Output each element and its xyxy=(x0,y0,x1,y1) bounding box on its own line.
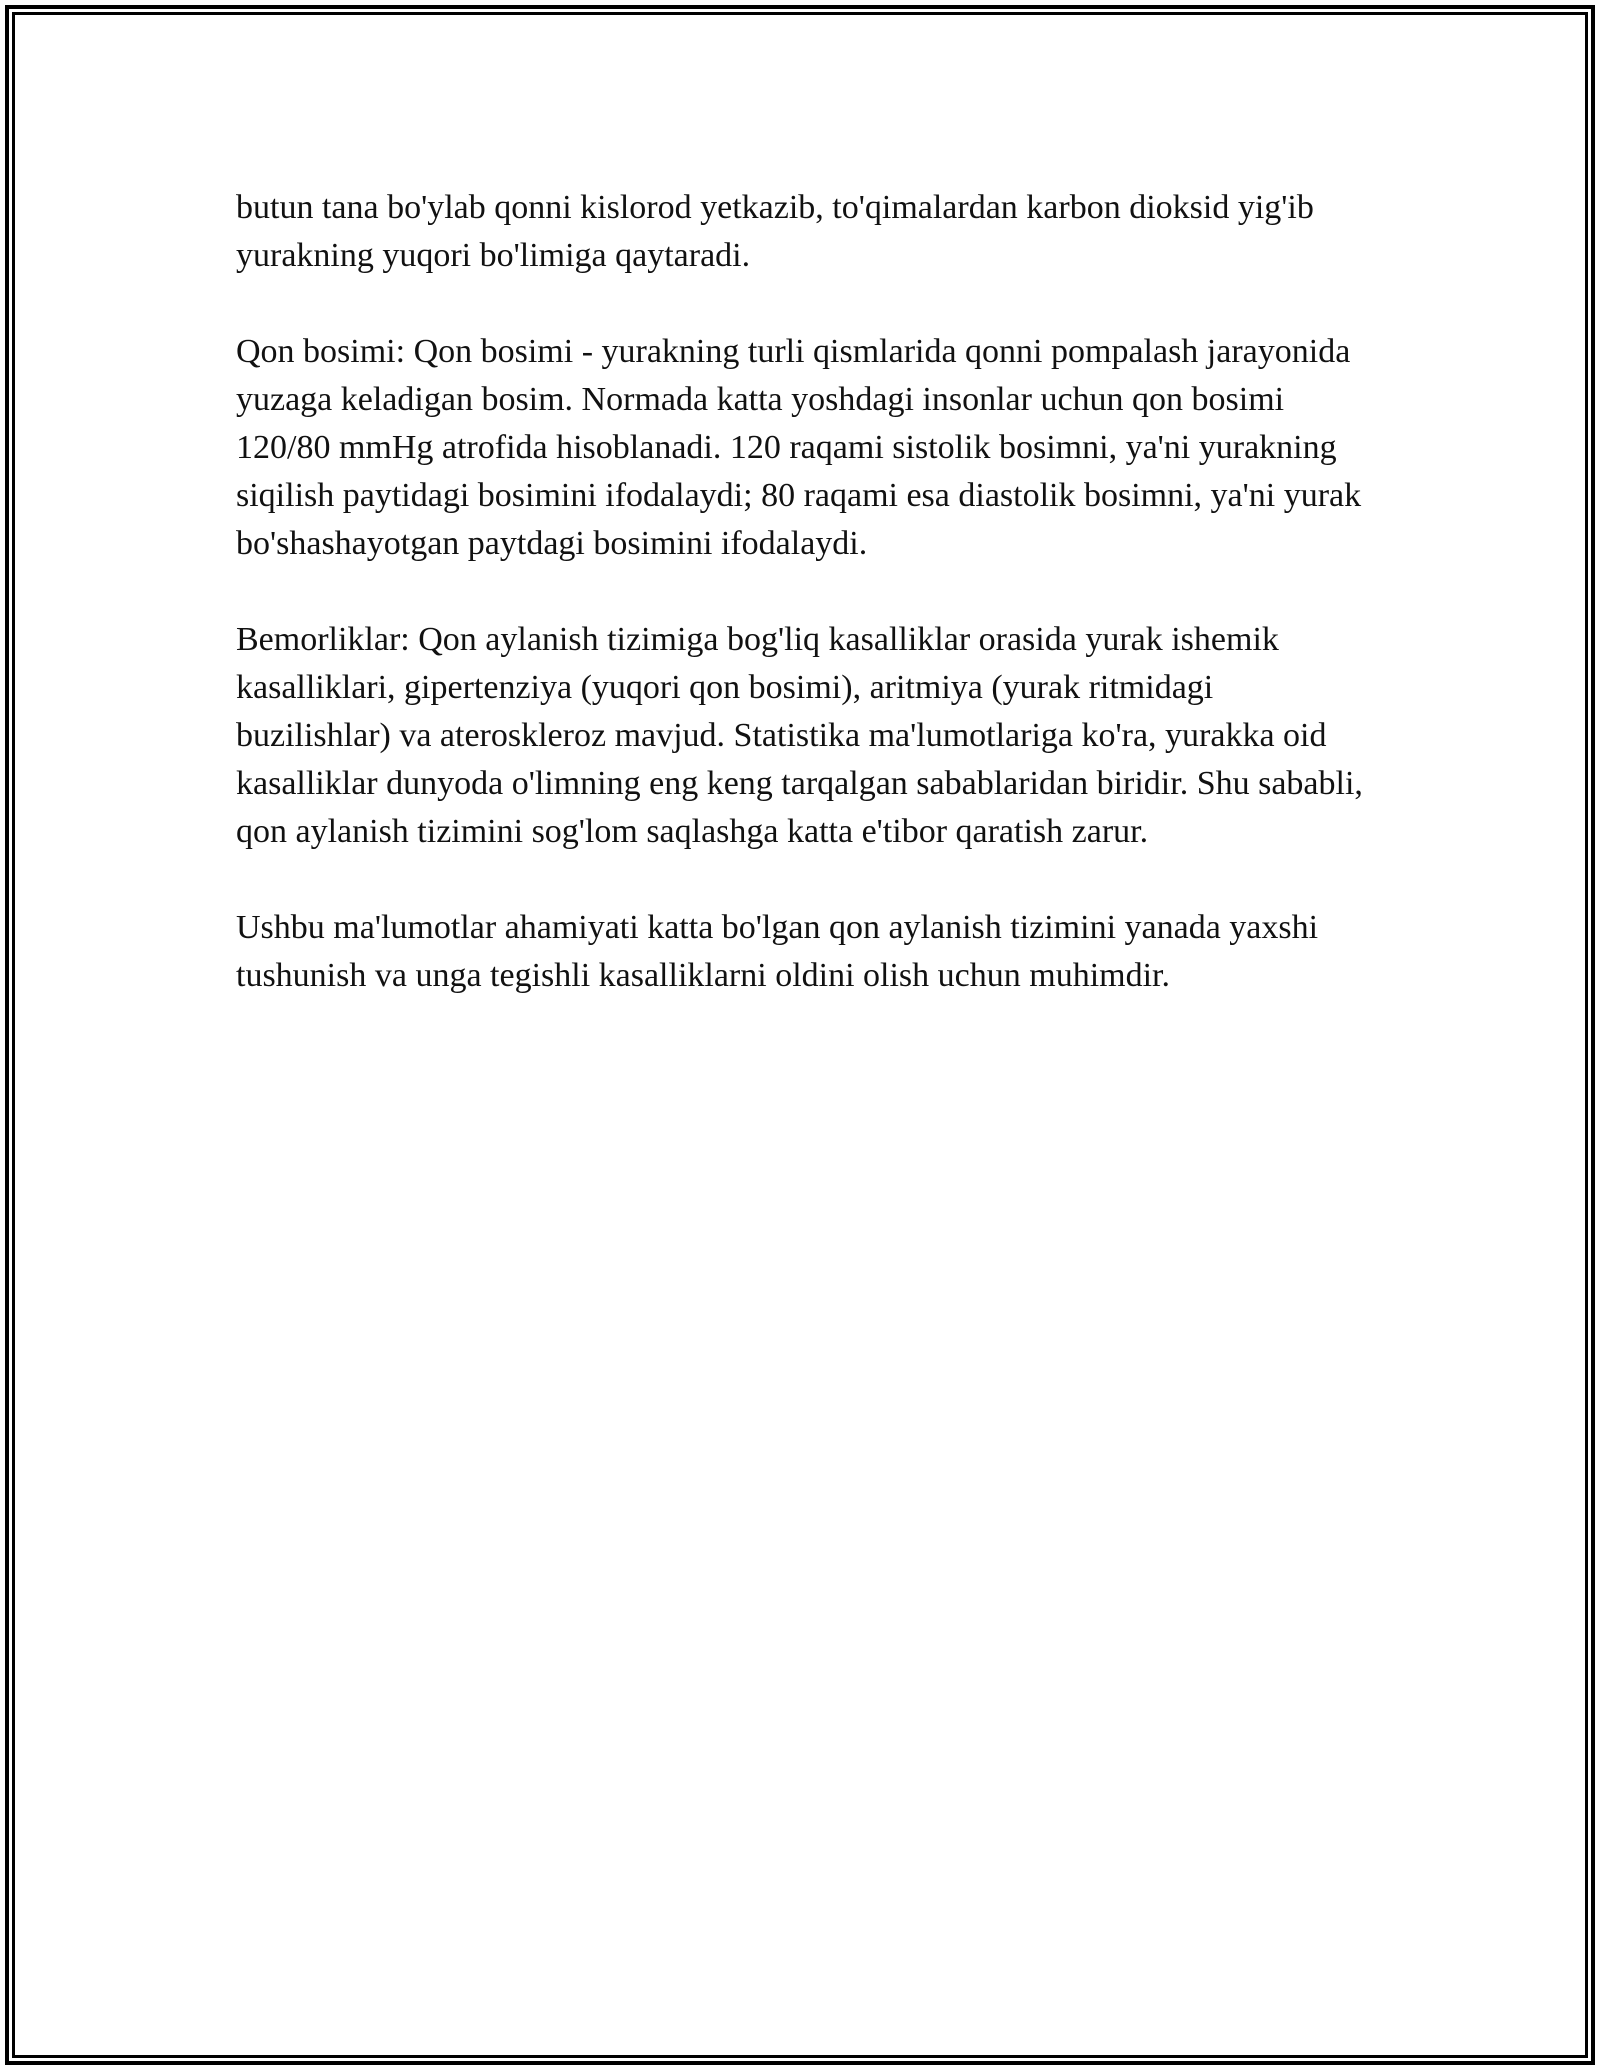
paragraph-blood-pressure: Qon bosimi: Qon bosimi - yurakning turli qismlarida qonni pompalash jarayonida yuzaga keladigan bosim. Normada katta yoshdagi insonlar uchun qon bosimi 120/80 mmHg atrofida hisoblanadi. 120 raqami sistolik bosimni, ya'ni yurakning siqilish paytidagi bosimini ifodalaydi; 80 raqami esa diastolik bosimni, ya'ni yurak bo'shashayotgan paytdagi bosimini ifodalaydi. xyxy=(236,333,1362,562)
paragraph-circulation-continuation: butun tana bo'ylab qonni kislorod yetkazib, to'qimalardan karbon dioksid yig'ib yurakning yuqori bo'limiga qaytaradi. xyxy=(236,189,1314,274)
paragraph-conclusion: Ushbu ma'lumotlar ahamiyati katta bo'lgan qon aylanish tizimini yanada yaxshi tushunish va unga tegishli kasalliklarni oldini olish uchun muhimdir. xyxy=(236,909,1319,994)
paragraph-diseases: Bemorliklar: Qon aylanish tizimiga bog'liq kasalliklar orasida yurak ishemik kasalliklari, gipertenziya (yuqori qon bosimi), aritmiya (yurak ritmidagi buzilishlar) va ateroskleroz mavjud. Statistika ma'lumotlariga ko'ra, yurakka oid kasalliklar dunyoda o'limning eng keng tarqalgan sabablaridan biridir. Shu sababli, qon aylanish tizimini sog'lom saqlashga katta e'tibor qaratish zarur. xyxy=(236,621,1363,850)
document-body xyxy=(236,184,1366,1000)
